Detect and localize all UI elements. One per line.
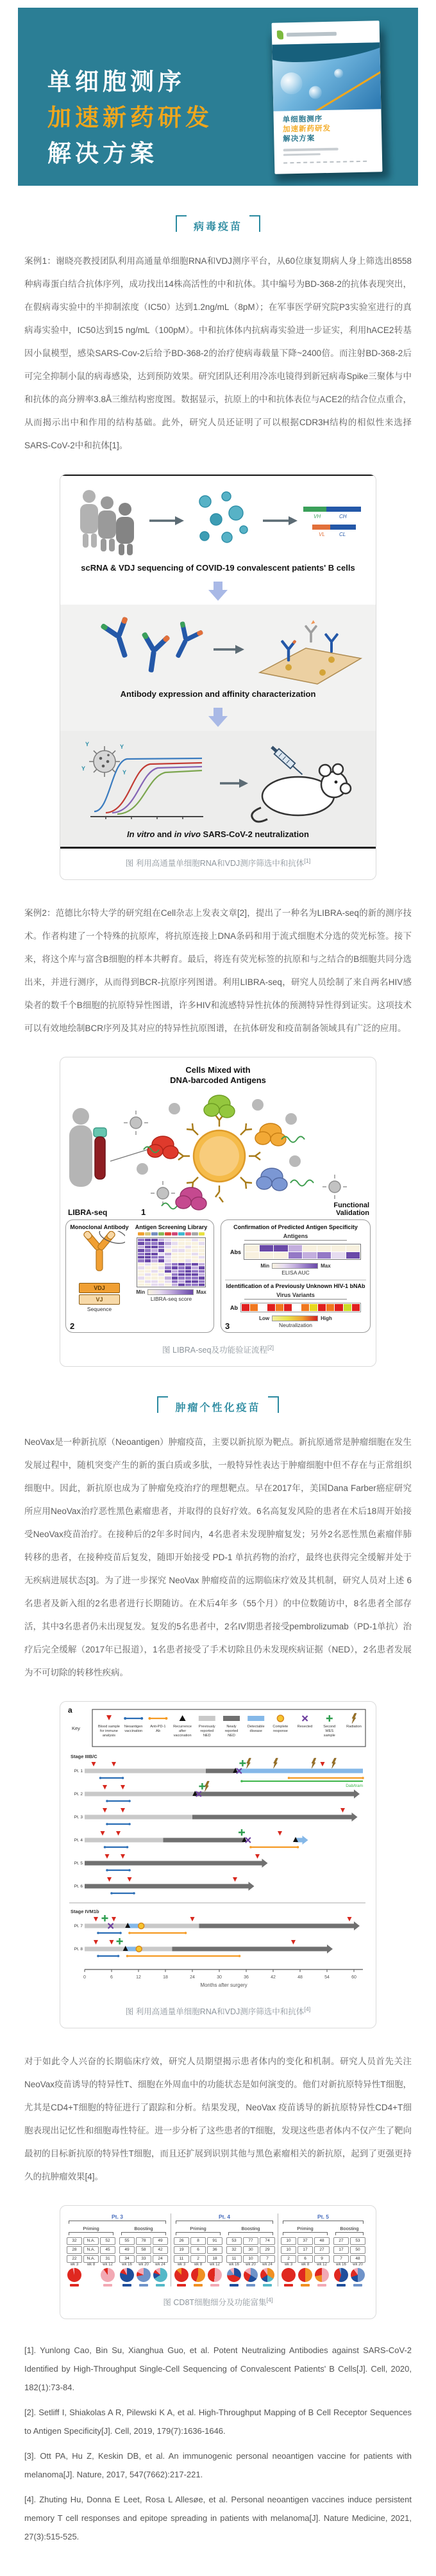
reference-4: [4]. Zhuting Hu, Donna E Leet, Rosa L Allesøe, et al. Personal neoantigen vaccines induce persistent memory T cell responses and epitope spreading in patients with melanoma[J]. Nature Medicine, 2021, 27(3):515-525. [24, 2495, 412, 2541]
svg-text:54: 54 [324, 1975, 330, 1980]
svg-text:24: 24 [190, 1975, 195, 1980]
pie-chart [101, 2268, 115, 2282]
pie-chart [227, 2268, 241, 2282]
cell-bubble [334, 69, 343, 77]
figure-antibody-workflow [60, 474, 376, 880]
low-label: Low [259, 1316, 270, 1321]
abs-label: Abs [230, 1248, 242, 1255]
pie-chart [67, 2268, 81, 2282]
section-badge-tumor: 肿瘤个性化疫苗 [157, 1395, 278, 1422]
svg-text:Pt. 8: Pt. 8 [74, 1947, 83, 1952]
figure1-label-mid: Antibody expression and affinity characterization [120, 689, 316, 699]
figure-clinical-timeline [60, 1701, 376, 2028]
header-title-line3: 解决方案 [47, 140, 158, 167]
paragraph-case2: 案例2：范德比尔特大学的研究组在Cell杂志上发表文章[2]，提出了一种名为LIBRA-seq的新的测序技术。作者构建了一个特殊的抗原库，将抗原连接上DNA条码和用于流式细胞术分选的荧光标签。接下来，将这个库与富含B细胞的样本共孵育。最后，将连有荧光标签的抗原和与之结合的B细胞共同分选出来，并进行测序，从而得到BCR-抗原序列图谱。利用LIBRA-seq，研究人员绘制了来自两名HIV感染者的数千个B细胞的抗原特异性图谱，许多HIV和流感特异性抗体的预测特异性得到证实。这项技术可以有效地绘制BCR序列及其对应的特异性抗原图谱，在抗体研发和疫苗制备领域具有广泛的应用。 [24, 908, 412, 1033]
virus-variants-label: Virus Variants [244, 1292, 347, 1300]
svg-text:Stage IIIB/C: Stage IIIB/C [71, 1754, 97, 1759]
svg-text:Newly: Newly [226, 1725, 237, 1729]
reference-2: [2]. Setliff I, Shiakolas A R, Pilewski K A, et al. High-Throughput Mapping of B Cell Receptor Sequences to Antigen Specificity[J]. Cell, 2019, 179(7):1636-1646. [24, 2408, 412, 2436]
figure1-caption: 图 利用高通量单细胞RNA和VDJ测序筛选中和抗体[1] [125, 857, 311, 868]
sequencing-diagram [67, 482, 369, 560]
vh-label: VH [314, 514, 321, 519]
min-label: Min [136, 1289, 146, 1296]
pie-chart [208, 2268, 222, 2282]
figure1-image [60, 475, 376, 849]
mouse-icon [252, 744, 351, 822]
svg-text:Detectable: Detectable [247, 1725, 265, 1729]
neutralization-label: Neutralization [279, 1322, 312, 1328]
svg-text:Key: Key [72, 1725, 80, 1731]
step1-number: 1 [141, 1207, 146, 1217]
step2-number: 2 [70, 1321, 75, 1331]
elisa-colorbar [272, 1263, 318, 1269]
swimmer-plot [67, 1708, 368, 1993]
pie-chart [153, 2268, 167, 2282]
antigen-screening-panel [65, 1219, 214, 1333]
figure1-label-bottom: In vitro and in vivo SARS-CoV-2 neutralization [127, 829, 309, 839]
reference-3: [3]. Ott PA, Hu Z, Keskin DB, et al. An immunogenic personal neoantigen vaccine for patients with melanoma[J]. Nature, 2017, 547(7662):217-221. [24, 2451, 412, 2479]
svg-text:Anti-PD-1: Anti-PD-1 [150, 1725, 166, 1729]
pie-chart [191, 2268, 205, 2282]
section-badge-virus: 病毒疫苗 [176, 214, 260, 241]
max-label: Max [196, 1289, 206, 1296]
pie-chart [260, 2268, 274, 2282]
pie-chart [174, 2268, 189, 2282]
pie-patient-panel: Pt. 4 Priming 26 8 91 19 6 36 11 2 18 wk 3 wk 8 wk 12 Boosting 53 77 74 32 30 29 11 10 7 wk 16 wk 20 wk 24 [171, 2213, 278, 2287]
references-list [24, 2341, 412, 2546]
svg-text:WES: WES [325, 1729, 334, 1733]
figure-libra-seq [60, 1057, 376, 1367]
svg-text:60: 60 [351, 1975, 356, 1980]
step3-number: 3 [225, 1321, 230, 1331]
svg-text:Y: Y [85, 741, 90, 747]
cell-bubble [309, 86, 322, 99]
figure1-panel-expression [60, 605, 376, 731]
svg-text:analysis: analysis [102, 1734, 116, 1738]
dna-logo-icon [277, 30, 283, 39]
svg-text:vaccination: vaccination [124, 1729, 143, 1733]
pie-chart [244, 2268, 258, 2282]
vl-label: VL [319, 532, 325, 537]
svg-text:for immune: for immune [100, 1729, 118, 1733]
svg-text:48: 48 [298, 1975, 303, 1980]
down-arrow-icon [214, 708, 222, 716]
neutralization-colorbar [272, 1316, 318, 1321]
svg-text:Pt. 6: Pt. 6 [74, 1884, 83, 1889]
min-label: Min [260, 1263, 270, 1269]
svg-text:disease: disease [249, 1729, 262, 1733]
svg-text:Complete: Complete [272, 1725, 289, 1729]
paragraph-neovax: NeoVax是一种新抗原（Neoantigen）肿瘤疫苗，主要以新抗原为靶点。新抗原通常是肿瘤细胞在发生发展过程中，随机突变产生的新的蛋白质或多肽，一般特异性表达于肿瘤细胞中但不存在与正常组织细胞中。因此，新抗原也成为了肿瘤免疫治疗的理想靶点。早在2017年，美国Dana Farber癌症研究所应用NeoVax治疗恶性黑色素瘤患者，并取得的良好疗效。6名高复发风险的患者在术后18周开始接受NeoVax疫苗治疗。在接种后的2年多时间内，4名患者未发现肿瘤复发；另外2名恶性黑色素瘤伴肺转移的患者，在接种疫苗后复发，随即开始接受 PD-1 单抗药物的治疗，最终也获得完全缓解并处于无疾病进展状态[3]。为了进一步探究 NeoVax 肿瘤疫苗的远期临床疗效及其机制，研究人员对上述 6 名患者及新入组的2名患者进行长期随访。在术后4年多（55个月）的中位数随访中，8名患者全部存活，其中3名患者仍未出现复发。复发的5名患者中，2名IV期患者接受pembrolizumab（PD-1单抗）治疗后完全缓解（2017年已报道），1名患者接受了手术切除且仍未发现疾病证据（NED），2名患者发展为不可切除的转移性疾病。 [24, 1437, 412, 1677]
libra-mixing-diagram [65, 1086, 367, 1214]
antibody-expression-diagram [67, 611, 369, 687]
elisa-auc-label: ELISA AUC [281, 1269, 310, 1276]
svg-text:response: response [272, 1729, 288, 1733]
figure1-panel-sequencing [60, 476, 376, 605]
brochure-cover [272, 20, 383, 174]
brochure-logo [272, 20, 380, 44]
figure3-caption: 图 利用高通量单细胞RNA和VDJ测序筛选中和抗体[4] [125, 2005, 311, 2016]
functional-validation-panel [221, 1219, 371, 1333]
pie-phase-block: Priming 26 8 91 19 6 36 11 2 18 wk 3 wk 8 wk 12 [174, 2226, 222, 2287]
antigen-screening-library-block: Antigen Screening Library Min Max LIBRA-seq score [133, 1224, 210, 1312]
figure2-caption: 图 LIBRA-seq及功能验证流程[2] [162, 1344, 274, 1355]
identification-block: Identification of a Previously Unknown HIV-1 bNAb Virus Variants Ab Low High Neutralization 3 [225, 1283, 365, 1331]
figure-cd8-pies [60, 2205, 376, 2319]
down-arrow-icon [214, 582, 222, 590]
pie-chart [120, 2268, 134, 2282]
svg-text:Pt. 7: Pt. 7 [74, 1924, 83, 1928]
virus-cluster [199, 492, 247, 542]
svg-text:Blood sample: Blood sample [98, 1725, 120, 1729]
figure4-image [60, 2206, 367, 2288]
libra-score-label: LIBRA-seq score [150, 1296, 192, 1303]
pie-patient-panel: Pt. 5 Priming 10 37 48 10 17 27 2 6 9 wk 3 wk 8 wk 12 Boosting 27 53 17 50 7 48 wk 16 wk 20 [278, 2213, 367, 2287]
svg-text:Stage IVM1b: Stage IVM1b [71, 1909, 99, 1914]
brochure-title-line2: 加速新药研发 [282, 124, 331, 134]
confirmation-block: Confirmation of Predicted Antigen Specificity Antigens Abs Min Max ELISA AUC [225, 1224, 366, 1280]
svg-text:Y: Y [81, 765, 86, 772]
section-badge-virus-wrap [24, 214, 412, 241]
pie-phase-block: Boosting 27 53 17 50 7 48 wk 16 wk 20 [333, 2226, 365, 2287]
pie-phase-block: Boosting 55 78 49 49 58 42 34 33 24 wk 16 wk 20 wk 24 [119, 2226, 168, 2287]
svg-text:18: 18 [163, 1975, 168, 1980]
brochure-subtext-bar [283, 153, 321, 156]
article-content [18, 214, 418, 2546]
libra-title: Cells Mixed with DNA-barcoded Antigens [170, 1065, 266, 1085]
svg-text:Y: Y [120, 744, 124, 750]
pie-phase-block: Boosting 53 77 74 32 30 29 11 10 7 wk 16 wk 20 wk 24 [226, 2226, 275, 2287]
brochure-photo [272, 42, 381, 111]
svg-text:Resected: Resected [297, 1725, 313, 1729]
svg-text:6: 6 [110, 1975, 113, 1980]
cell-bubble [280, 72, 303, 95]
paragraph-tcell: 对于如此令人兴奋的长期临床疗效，研究人员期望揭示患者体内的变化和机制。研究人员首先关注NeoVax疫苗诱导的特异性T、细胞在外周血中的功能状态是如何演变的。他们对新抗原特异性T细胞，尤其是CD4+T细胞的特征进行了跟踪和分析。结果发现，NeoVax 疫苗诱导的新抗原特异性CD4+T细胞表现出记忆性和细胞毒性特征。进一步分析了这些患者的T细胞，发现这些患者体内不仅产生了靶向最初的目标新抗原的特异性T细胞，而且还扩展到识别其他与黑色素瘤相关的新抗原，起到了更强更持久的抗肿瘤效果[4]。 [24, 2057, 412, 2181]
high-label: High [321, 1316, 332, 1321]
svg-text:Pt. 1: Pt. 1 [74, 1769, 83, 1773]
ch-label: CH [339, 514, 347, 519]
functional-validation-label: Functional Validation [333, 1202, 369, 1217]
header-title [47, 64, 213, 172]
antigens-label: Antigens [244, 1233, 347, 1241]
svg-text:Months after surgery: Months after surgery [200, 1982, 247, 1988]
brochure-subtext-bar [283, 148, 339, 151]
svg-text:Pt. 4: Pt. 4 [74, 1838, 83, 1843]
svg-text:Ab: Ab [155, 1729, 160, 1733]
vdj-box: VDJ [79, 1283, 120, 1293]
svg-text:after: after [178, 1729, 187, 1733]
svg-text:vaccination: vaccination [173, 1734, 192, 1738]
brochure-logo-text-bar [287, 32, 337, 37]
neutralization-strip [240, 1303, 361, 1312]
elisa-heatmap [244, 1244, 361, 1260]
pie-chart [351, 2268, 365, 2282]
svg-text:Pt. 2: Pt. 2 [74, 1792, 83, 1797]
svg-text:Radiation: Radiation [346, 1725, 362, 1729]
pie-phase-block: Priming 32 N.A. 52 28 N.A. 45 22 N.A. 31 wk 3 wk 8 wk 12 [67, 2226, 115, 2287]
pie-chart [298, 2268, 312, 2282]
paragraph-case1: 案例1：谢晓亮教授团队利用高通量单细胞RNA和VDJ测序平台，从60位康复期病人身上筛选出8558种病毒蛋白结合抗体序列，成功找出14株高活性的中和抗体。其中编号为BD-368-2的抗体表现突出，在假病毒实验中的半抑制浓度（IC50）达到1.2ng/mL（8pM）；在军事医学研究院P3实验室进行的真病毒实验中，IC50达到15 ng/mL（100pM）。中和抗体体内抗病毒实验进一步证实，利用hACE2转基因小鼠模型，感染SARS-Cov-2后给予BD-368-2的治疗使病毒载量下降~2400倍。而注射BD-368-2后可完全抑制小鼠的病毒感染，达到预防效果。研究团队还利用冷冻电镜得到新冠病毒Spike三聚体与中和抗体的高分辨率3.8Å三维结构密度图。数据显示，抗原上的中和抗体表位与ACE2的结合位点重合，从而揭示出中和作用的结构基础。此外，研究人员还证明了可以根据CDR3H结构的相似性来选择SARS-CoV-2中和抗体[1]。 [24, 256, 412, 450]
pie-chart [137, 2268, 151, 2282]
figure1-panel-neutralization [60, 731, 376, 847]
figure4-caption: 图 CD8T细胞细分及功能富集[4] [163, 2296, 273, 2307]
svg-text:12: 12 [136, 1975, 141, 1980]
pie-chart [334, 2268, 348, 2282]
brochure-dashed-line [283, 161, 367, 164]
header-title-line2: 加速新药研发 [47, 104, 213, 131]
svg-text:Y: Y [122, 769, 127, 776]
antigen-color-strip [138, 1232, 205, 1235]
monoclonal-antibody-block: Monoclonal Antibody VDJ VJ Sequence [70, 1224, 129, 1312]
figure3-image [60, 1702, 376, 1997]
svg-text:sample: sample [323, 1734, 335, 1738]
svg-text:Recurrence: Recurrence [173, 1725, 192, 1729]
reference-1: [1]. Yunlong Cao, Bin Su, Xianghua Guo, et al. Potent Neutralizing Antibodies against SARS-CoV-2 Identified by High-Throughput Single-Cell Sequencing of Convalescent Patients' B Cells[J]. Cell, 2020, 182(1):73-84. [24, 2345, 412, 2392]
svg-text:0: 0 [83, 1975, 86, 1980]
panel-letter: a [68, 1706, 72, 1715]
svg-text:NED: NED [203, 1734, 211, 1738]
libra-top-panel [65, 1064, 371, 1217]
svg-text:Neoantigen: Neoantigen [124, 1725, 143, 1729]
brochure-swoosh [272, 42, 381, 69]
orange-antibody-icon [74, 1231, 125, 1278]
svg-text:Second: Second [323, 1725, 336, 1729]
svg-text:reported: reported [200, 1729, 214, 1733]
svg-text:42: 42 [271, 1975, 276, 1980]
pie-patient-panel: Pt. 3 Priming 32 N.A. 52 28 N.A. 45 22 N.A. 31 wk 3 wk 8 wk 12 Boosting 55 78 49 49 58 42 34 33 24 wk 16 wk 20 wk 24 [64, 2213, 171, 2287]
svg-text:Dab/tram: Dab/tram [346, 1784, 363, 1788]
libra-colorbar [147, 1289, 194, 1295]
brochure-title-block [273, 109, 382, 164]
header-banner [18, 8, 418, 186]
pie-chart [281, 2268, 296, 2282]
vj-box: VJ [79, 1294, 120, 1305]
svg-text:NED: NED [228, 1734, 235, 1738]
ab-label: Ab [230, 1304, 238, 1311]
max-label: Max [321, 1263, 331, 1269]
pie-phase-block: Priming 10 37 48 10 17 27 2 6 9 wk 3 wk 8 wk 12 [281, 2226, 330, 2287]
neutralization-diagram [67, 737, 369, 827]
svg-text:reported: reported [224, 1729, 239, 1733]
svg-text:Pt. 5: Pt. 5 [74, 1861, 83, 1866]
libra-seq-label: LIBRA-seq [68, 1208, 108, 1217]
brochure-title-line3: 解决方案 [283, 135, 315, 143]
svg-text:30: 30 [217, 1975, 222, 1980]
pie-chart [315, 2268, 329, 2282]
sequence-label: Sequence [87, 1306, 112, 1312]
svg-text:Previously: Previously [198, 1725, 215, 1729]
figure2-image [60, 1057, 376, 1335]
svg-text:36: 36 [244, 1975, 249, 1980]
section-badge-tumor-wrap [24, 1395, 412, 1422]
figure1-label-top: scRNA & VDJ sequencing of COVID-19 convalescent patients' B cells [81, 563, 355, 573]
svg-text:Pt. 3: Pt. 3 [74, 1815, 83, 1820]
header-title-line1: 单细胞测序 [47, 69, 185, 95]
libra-bottom-panels [65, 1219, 371, 1333]
brochure-title-line1: 单细胞测序 [282, 115, 323, 124]
cl-label: CL [339, 532, 346, 537]
libra-heatmap [137, 1237, 206, 1287]
